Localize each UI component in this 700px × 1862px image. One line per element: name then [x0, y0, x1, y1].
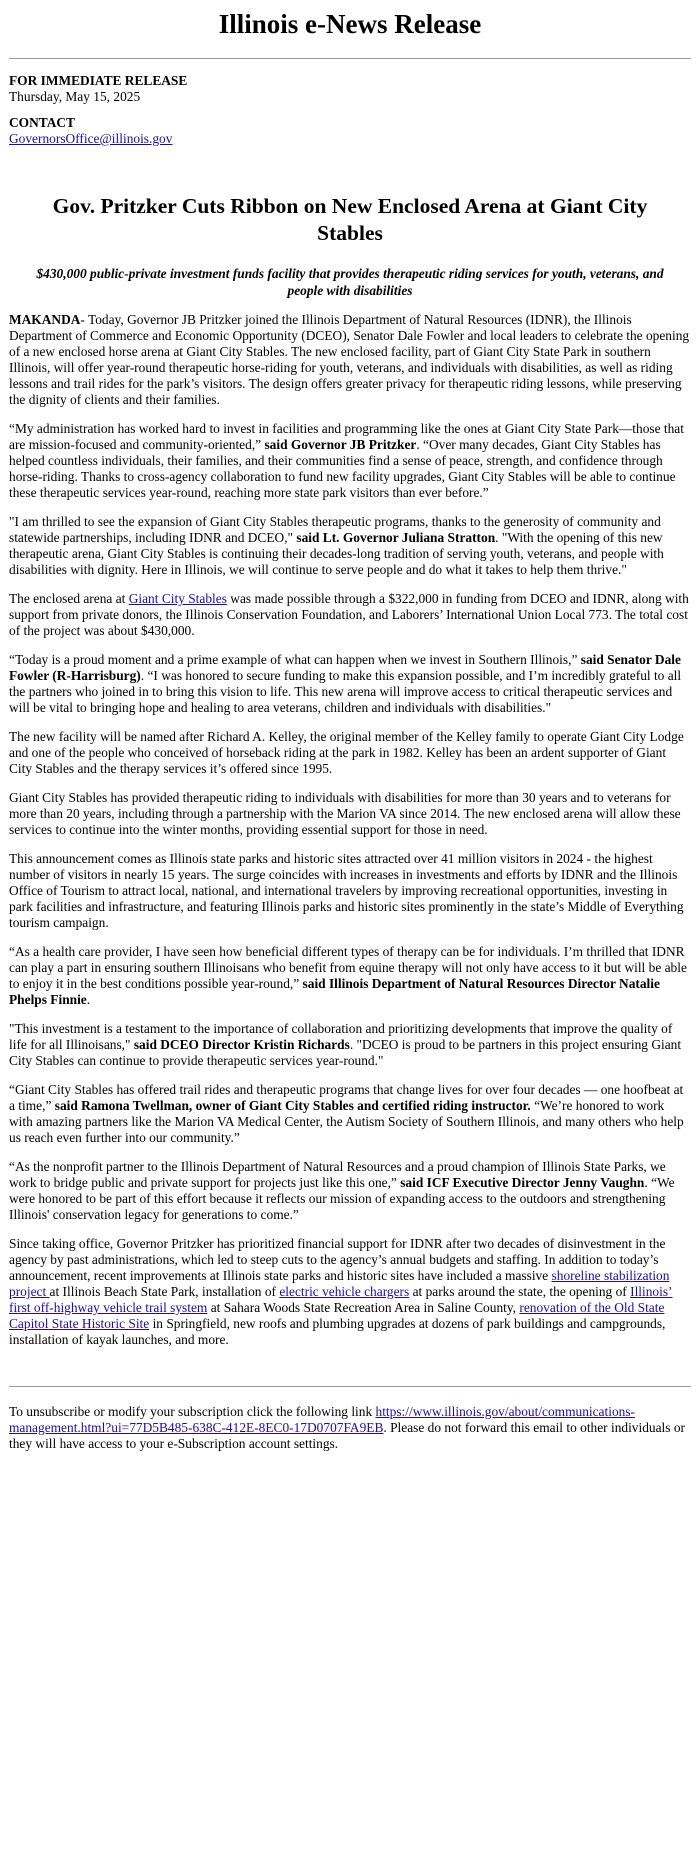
speaker-fowler: said Senator Dale Fowler (R-Harrisburg): [9, 652, 681, 683]
paragraph-2: “My administration has worked hard to invest in facilities and programming like the ones at Giant City State Park—those that are mission-focused and community-oriented,” said Governor JB Pritzker. “Over many decades, Giant City Stables has helped countless individuals, their families, and their communities find a sense of peace, strength, and confidence through horse-riding. Thanks to cross-agency collaboration to fund new facility upgrades, Giant City Stables will be able to continue these therapeutic services year-round, reaching more state park visitors than ever before.”: [9, 421, 684, 500]
paragraph-3: "I am thrilled to see the expansion of Giant City Stables therapeutic programs, thanks to the generosity of community and statewide partnerships, including IDNR and DCEO," said Lt. Governor Juliana Stratton. "With the opening of this new therapeutic arena, Giant City Stables is continuing their decades-long tradition of serving youth, veterans, and people with disabilities with dignity. Here in Illinois, we will continue to serve people and do what it takes to help them thrive.": [9, 514, 664, 577]
paragraph-13: Since taking office, Governor Pritzker has prioritized financial support for IDNR after two decades of disinvestment in the agency by past administrations, which led to steep cuts to the agency’s annual budgets and staffing. In addition to today’s announcement, recent improvements at Illinois state parks and historic sites have included a massive shoreline stabilization project at Illinois Beach State Park, installation of electric vehicle chargers at parks around the state, the opening of Illinois’ first off-highway vehicle trail system at Sahara Woods State Recreation Area in Saline County, renovation of the Old State Capitol State Historic Site in Springfield, new roofs and plumbing upgrades at dozens of park buildings and campgrounds, installation of kayak launches, and more.: [9, 1236, 673, 1347]
release-meta: [9, 73, 691, 147]
shoreline-project-link[interactable]: shoreline stabilization project: [9, 1268, 670, 1299]
paragraph-5: “Today is a proud moment and a prime example of what can happen when we invest in Southern Illinois,” said Senator Dale Fowler (R-Harrisburg). “I was honored to secure funding to make this expansion possible, and I’m incredibly grateful to all the partners who joined in to bring this vision to life. This new arena will improve access to critical therapeutic services and will be vital to bringing hope and healing to area veterans, children and individuals with disabilities.": [9, 652, 682, 715]
subscription-management-link[interactable]: https://www.illinois.gov/about/communications-management.html?ui=77D5B485-638C-412E-8EC0-17D0707FA9EB: [9, 1404, 636, 1435]
old-state-capitol-link[interactable]: renovation of the Old State Capitol State Historic Site: [9, 1300, 665, 1331]
speaker-pritzker: said Governor JB Pritzker: [264, 437, 417, 452]
masthead-title: Illinois e-News Release: [218, 9, 482, 39]
paragraph-1: MAKANDA- Today, Governor JB Pritzker joined the Illinois Department of Natural Resources (IDNR), the Illinois Department of Commerce and Economic Opportunity (DCEO), Senator Dale Fowler and local leaders to celebrate the opening of a new enclosed horse arena at Giant City Stables. The new enclosed facility, part of Giant City State Park in southern Illinois, will offer year-round therapeutic horse-riding for youth, veterans, and individuals with disabilities, as well as riding lessons and trail rides for the park’s visitors. The design offers greater privacy for therapeutic riding lessons, while preserving the dignity of clients and their families.: [9, 312, 690, 407]
speaker-richards: said DCEO Director Kristin Richards: [133, 1037, 350, 1052]
speaker-stratton: said Lt. Governor Juliana Stratton: [296, 530, 496, 545]
article-subhead: $430,000 public-private investment funds facility that provides therapeutic riding services for youth, veterans, and people with disabilities: [36, 266, 664, 298]
giant-city-stables-link[interactable]: Giant City Stables: [128, 591, 227, 606]
footer-divider: [9, 1386, 691, 1387]
paragraph-12: “As the nonprofit partner to the Illinois Department of Natural Resources and a proud champion of Illinois State Parks, we work to bridge public and private support for projects just like this one,” said ICF Executive Director Jenny Vaughn. “We were honored to be part of this effort because it reflects our mission of expanding access to the outdoors and strengthening Illinois' conservation legacy for generations to come.”: [9, 1159, 675, 1222]
contact-label: CONTACT: [9, 115, 75, 130]
paragraph-4: The enclosed arena at Giant City Stables was made possible through a $322,000 in funding from DCEO and IDNR, along with support from private donors, the Illinois Conservation Foundation, and Laborers’ International Union Local 773. The total cost of the project was about $430,000.: [9, 591, 689, 638]
dateline: MAKANDA: [9, 312, 81, 327]
paragraph-7: Giant City Stables has provided therapeutic riding to individuals with disabilities for more than 30 years and to veterans for more than 20 years, including through a partnership with the Marion VA since 2014. The new enclosed arena will allow these services to continue into the winter months, providing essential support for those in need.: [9, 790, 681, 837]
paragraph-6: The new facility will be named after Richard A. Kelley, the original member of the Kelley family to operate Giant City Lodge and one of the people who conceived of horseback riding at the park in 1982. Kelley has been an ardent supporter of Giant City Stables and the therapy services it’s offered since 1995.: [9, 729, 684, 776]
article-headline: Gov. Pritzker Cuts Ribbon on New Enclosed Arena at Giant City Stables: [52, 194, 648, 245]
paragraph-9: “As a health care provider, I have seen how beneficial different types of therapy can be for individuals. I’m thrilled that IDNR can play a part in ensuring southern Illinoisans who benefit from equine therapy will not only have access to it but will be able to enjoy it in the best conditions possible year-round,” said Illinois Department of Natural Resources Director Natalie Phelps Finnie.: [9, 944, 687, 1007]
contact-email-link[interactable]: GovernorsOffice@illinois.gov: [9, 131, 173, 146]
email-body: [0, 8, 700, 1452]
speaker-vaughn: said ICF Executive Director Jenny Vaughn: [400, 1175, 645, 1190]
paragraph-11: “Giant City Stables has offered trail rides and therapeutic programs that change lives for over four decades — one hoofbeat at a time,” said Ramona Twellman, owner of Giant City Stables and certified riding instructor. “We’re honored to work with amazing partners like the Marion VA Medical Center, the Autism Society of Southern Illinois, and many others who help us reach even further into our community.”: [9, 1082, 684, 1145]
header-divider: [9, 58, 691, 59]
speaker-finnie: said Illinois Department of Natural Resources Director Natalie Phelps Finnie: [9, 976, 660, 1007]
ohv-trail-link[interactable]: Illinois’ first off-highway vehicle trail system: [9, 1284, 673, 1315]
paragraph-10: "This investment is a testament to the importance of collaboration and prioritizing developments that improve the quality of life for all Illinoisans," said DCEO Director Kristin Richards. "DCEO is proud to be partners in this project ensuring Giant City Stables can continue to provide therapeutic services year-round.": [9, 1021, 682, 1068]
release-label: FOR IMMEDIATE RELEASE: [9, 73, 188, 88]
speaker-twellman: said Ramona Twellman, owner of Giant City Stables and certified riding instructor.: [54, 1098, 531, 1113]
ev-chargers-link[interactable]: electric vehicle chargers: [279, 1284, 410, 1299]
unsubscribe-note: To unsubscribe or modify your subscription click the following link https://www.illinois.gov/about/communications-management.html?ui=77D5B485-638C-412E-8EC0-17D0707FA9EB. Please do not forward this email to other individuals or they will have access to your e-Subscription account settings.: [9, 1404, 685, 1451]
paragraph-8: This announcement comes as Illinois state parks and historic sites attracted over 41 million visitors in 2024 - the highest number of visitors in nearly 15 years. The surge coincides with increases in investments and efforts by IDNR and the Illinois Office of Tourism to attract local, national, and international travelers by improving recreational opportunities, investing in park facilities and infrastructure, and featuring Illinois parks and historic sites prominently in the state’s Middle of Everything tourism campaign.: [9, 851, 684, 930]
release-date: Thursday, May 15, 2025: [9, 89, 141, 104]
